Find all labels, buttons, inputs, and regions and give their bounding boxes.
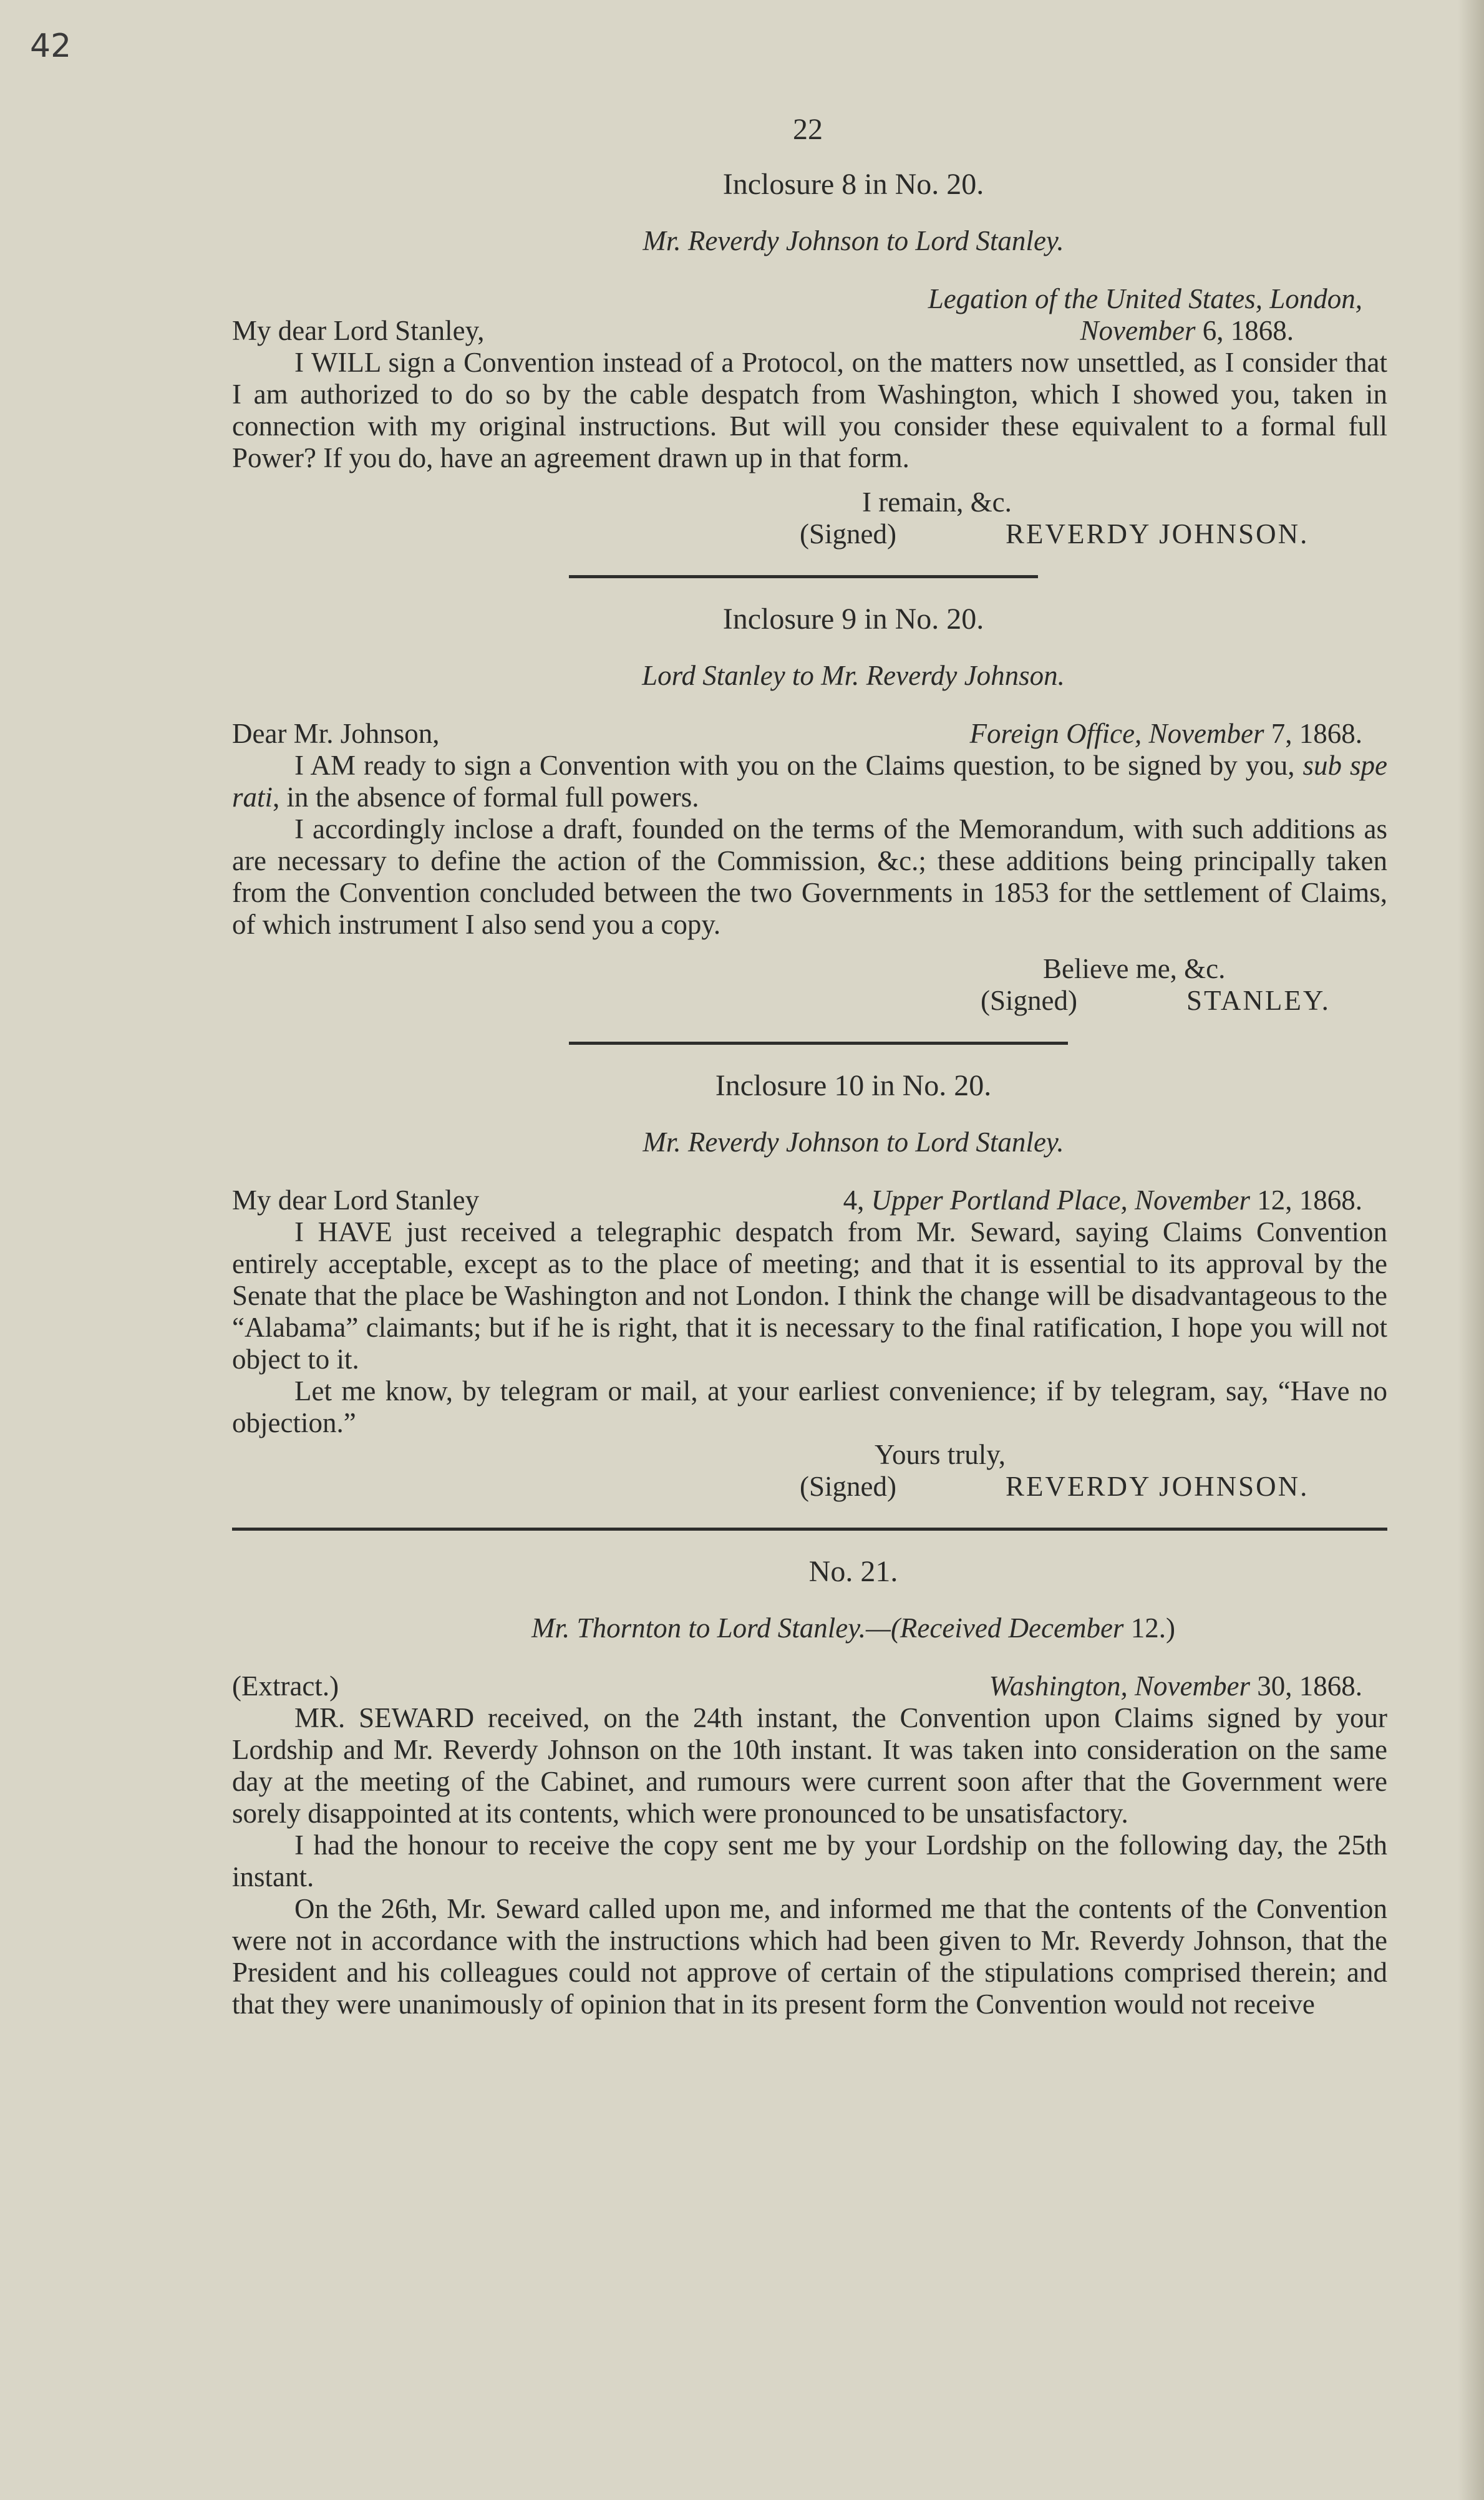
closing: Believe me, &c. bbox=[1043, 953, 1226, 984]
section-heading: Inclosure 8 in No. 20. bbox=[722, 168, 984, 201]
signature-line bbox=[981, 985, 1387, 1017]
paragraph: I HAVE just received a telegraphic despatch from Mr. Seward, saying Claims Convention entirely acceptable, except as to the place of meeting; and that it is essential to its approval by the Senate that the place be Washington and not London. I think the change will be disadvantageous to the “Alabama” claimants; but if he is right, that it is necessary to the final ratification, I hope you will not object to it. bbox=[232, 1216, 1387, 1375]
section-heading: Inclosure 9 in No. 20. bbox=[722, 603, 984, 636]
divider bbox=[569, 1042, 1068, 1045]
extract-line bbox=[232, 1670, 1387, 1702]
section-heading: No. 21. bbox=[808, 1555, 898, 1588]
paragraph: I AM ready to sign a Convention with you on the Claims question, to be signed by you, sub spe rati, in the absence of formal full powers. bbox=[232, 750, 1387, 813]
inclosure-9 bbox=[232, 603, 1387, 1045]
paragraph: Let me know, by telegram or mail, at your earliest convenience; if by telegram, say, “Have no objection.” bbox=[232, 1375, 1387, 1438]
salutation: My dear Lord Stanley bbox=[232, 1185, 480, 1216]
salutation-line bbox=[232, 315, 1387, 347]
salutation: My dear Lord Stanley, bbox=[232, 315, 485, 346]
scan-page-number: 42 bbox=[30, 27, 72, 65]
closing: I remain, &c. bbox=[862, 487, 1012, 518]
letter-date: November 6, 1868. bbox=[1080, 315, 1294, 346]
page-edge-shadow bbox=[1458, 0, 1484, 2500]
divider bbox=[232, 1528, 1387, 1531]
inclosure-8 bbox=[232, 168, 1387, 578]
letter-place-date: Washington, November 30, 1868. bbox=[989, 1670, 1362, 1702]
document-no-21 bbox=[232, 1556, 1387, 2020]
letter-subheading: Mr. Reverdy Johnson to Lord Stanley. bbox=[643, 225, 1064, 256]
signature-line bbox=[800, 518, 1387, 550]
document-body bbox=[232, 168, 1387, 2020]
signed-label: (Signed) bbox=[800, 1471, 896, 1502]
paragraph: I WILL sign a Convention instead of a Protocol, on the matters now unsettled, as I consider that I am authorized to do so by the cable despatch from Washington, which I showed you, taken in connection with my original instructions. But will you consider these equivalent to a formal full Power? If you do, have an agreement drawn up in that form. bbox=[232, 347, 1387, 473]
signature: STANLEY. bbox=[1186, 985, 1331, 1016]
signature: REVERDY JOHNSON. bbox=[1006, 518, 1309, 550]
signed-label: (Signed) bbox=[800, 518, 896, 550]
letter-address-line bbox=[232, 283, 1387, 315]
salutation-line bbox=[232, 718, 1387, 750]
paragraph: MR. SEWARD received, on the 24th instant, the Convention upon Claims signed by your Lordship and Mr. Reverdy Johnson on the 10th instant. It was taken into consideration on the same day at the meeting of the Cabinet, and rumours were current soon after that the Government were sorely disappointed at its contents, which were pronounced to be unsatisfactory. bbox=[232, 1702, 1387, 1829]
paragraph: I had the honour to receive the copy sent me by your Lordship on the following day, the 25th instant. bbox=[232, 1829, 1387, 1892]
letter-place-date: 4, Upper Portland Place, November 12, 1868. bbox=[843, 1185, 1362, 1216]
letter-place: Legation of the United States, London, bbox=[928, 283, 1362, 314]
letter-subheading: Mr. Thornton to Lord Stanley.—(Received December 12.) bbox=[531, 1612, 1175, 1644]
section-heading: Inclosure 10 in No. 20. bbox=[715, 1069, 992, 1102]
paragraph: On the 26th, Mr. Seward called upon me, and informed me that the contents of the Convention were not in accordance with the instructions which had been given to Mr. Reverdy Johnson, that the President and his colleagues could not approve of certain of the stipulations comprised therein; and that they were unanimously of opinion that in its present form the Convention would not receive bbox=[232, 1893, 1387, 2020]
letter-place-date: Foreign Office, November 7, 1868. bbox=[969, 718, 1362, 749]
closing: Yours truly, bbox=[875, 1439, 1006, 1470]
salutation: Dear Mr. Johnson, bbox=[232, 718, 440, 749]
letter-subheading: Lord Stanley to Mr. Reverdy Johnson. bbox=[642, 660, 1065, 691]
salutation-line bbox=[232, 1185, 1387, 1216]
letter-subheading: Mr. Reverdy Johnson to Lord Stanley. bbox=[643, 1126, 1064, 1158]
extract-label: (Extract.) bbox=[232, 1670, 339, 1702]
inclosure-10 bbox=[232, 1070, 1387, 1531]
divider bbox=[569, 575, 1038, 578]
page-number: 22 bbox=[793, 113, 823, 146]
signed-label: (Signed) bbox=[981, 985, 1077, 1016]
paragraph: I accordingly inclose a draft, founded on the terms of the Memorandum, with such additions as are necessary to define the action of the Commission, &c.; these additions being principally taken from the Convention concluded between the two Governments in 1853 for the settlement of Claims, of which instrument I also send you a copy. bbox=[232, 813, 1387, 940]
signature: REVERDY JOHNSON. bbox=[1006, 1471, 1309, 1502]
signature-line bbox=[800, 1471, 1387, 1503]
